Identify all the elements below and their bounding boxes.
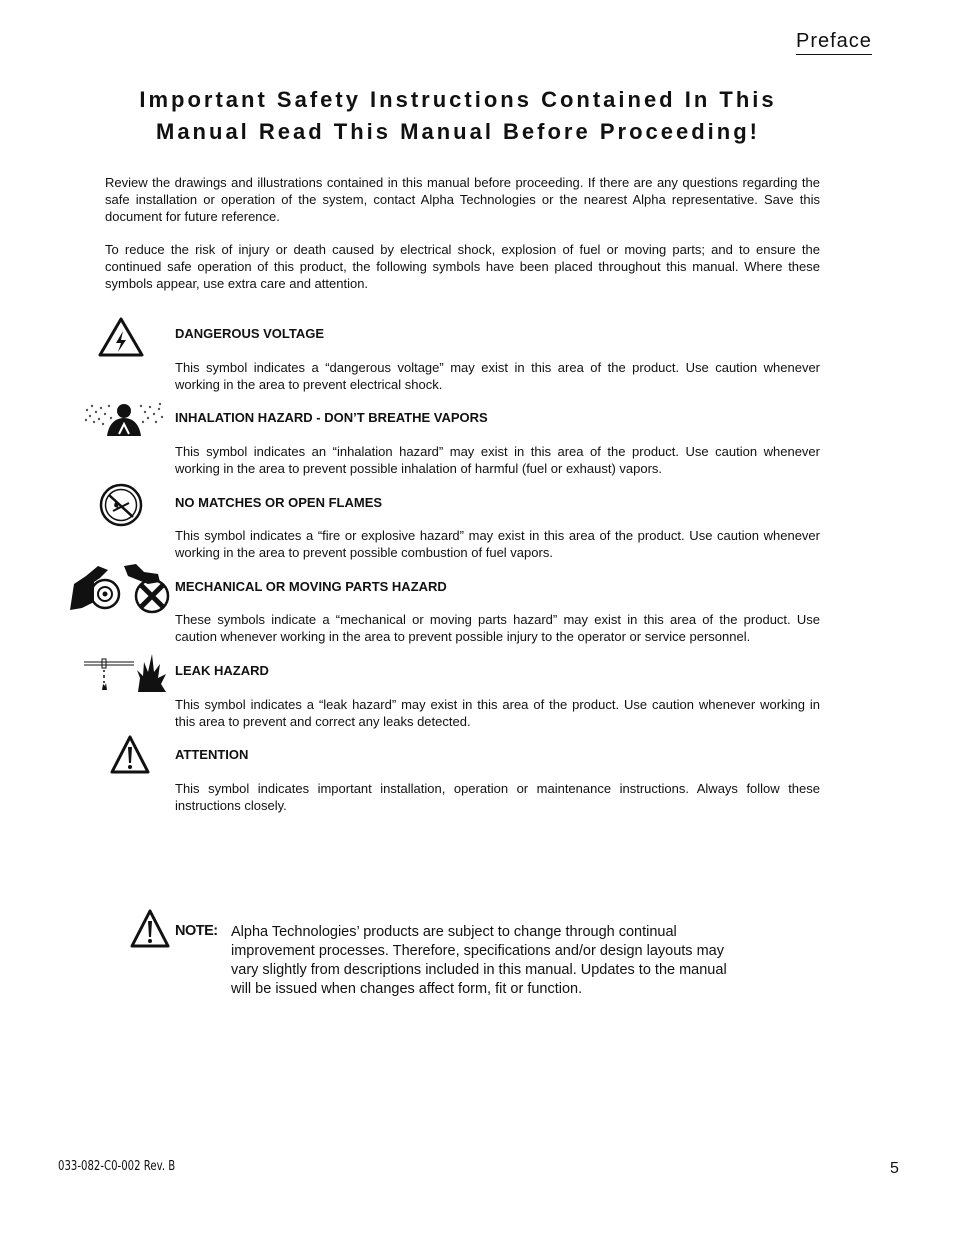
symbol-desc-leak: This symbol indicates a “leak hazard” may exist in this area of the product. Use caution whenever working in this area to prevent and correct any leaks detected. bbox=[175, 697, 820, 729]
moving-parts-icon bbox=[68, 562, 170, 614]
title-line-1: Important Safety Instructions Contained In This bbox=[139, 87, 777, 112]
leak-hazard-icon bbox=[82, 650, 168, 694]
document-number: 033-082-C0-002 Rev. B bbox=[58, 1159, 176, 1174]
inhalation-hazard-icon bbox=[83, 400, 165, 436]
symbol-title-mechanical: MECHANICAL OR MOVING PARTS HAZARD bbox=[175, 579, 447, 594]
title-line-2: Manual Read This Manual Before Proceeding! bbox=[156, 119, 760, 144]
lightning-warning-icon bbox=[97, 316, 145, 358]
symbol-desc-flames: This symbol indicates a “fire or explosive hazard” may exist in this area of the product. Use caution whenever working in the area to prevent possible combustion of fuel vapors. bbox=[175, 528, 820, 560]
page-title bbox=[100, 84, 816, 148]
note-label: NOTE: bbox=[175, 923, 218, 939]
symbol-title-attention: ATTENTION bbox=[175, 747, 249, 762]
symbol-desc-mechanical: These symbols indicate a “mechanical or moving parts hazard” may exist in this area of the product. Use caution whenever working in the area to prevent possible injury to the operator or service personnel. bbox=[175, 612, 820, 644]
symbol-title-leak: LEAK HAZARD bbox=[175, 663, 269, 678]
page-number: 5 bbox=[890, 1160, 899, 1177]
symbol-desc-voltage: This symbol indicates a “dangerous voltage” may exist in this area of the product. Use caution whenever working in the area to prevent electrical shock. bbox=[175, 360, 820, 392]
symbol-title-inhalation: INHALATION HAZARD - DON’T BREATHE VAPORS bbox=[175, 410, 488, 425]
no-flames-icon bbox=[99, 483, 143, 527]
symbol-title-flames: NO MATCHES OR OPEN FLAMES bbox=[175, 495, 383, 510]
symbol-title-voltage: DANGEROUS VOLTAGE bbox=[175, 326, 325, 341]
intro-paragraph-1: Review the drawings and illustrations contained in this manual before proceeding. If there are any questions regarding the safe installation or operation of the system, contact Alpha Technologies or the nearest Alpha representative. Save this document for future reference. bbox=[105, 175, 820, 224]
section-label: Preface bbox=[796, 30, 872, 55]
note-attention-icon bbox=[129, 908, 171, 950]
symbol-desc-inhalation: This symbol indicates an “inhalation hazard” may exist in this area of the product. Use caution whenever working in the area to prevent possible inhalation of harmful (fuel or exhaust) vapors. bbox=[175, 444, 820, 476]
intro-paragraph-2: To reduce the risk of injury or death caused by electrical shock, explosion of fuel or moving parts; and to ensure the continued safe operation of this product, the following symbols have been placed throughout this manual. Where these symbols appear, use extra care and attention. bbox=[105, 242, 820, 291]
note-text: Alpha Technologies’ products are subject to change through continual improvement processes. Therefore, specifications and/or design layouts may vary slightly from descriptions included in this manual. Updates to the manual will be issued when changes affect form, fit or function. bbox=[231, 924, 727, 997]
attention-icon bbox=[109, 734, 151, 776]
symbol-desc-attention: This symbol indicates important installation, operation or maintenance instructions. Always follow these instructions closely. bbox=[175, 781, 820, 813]
